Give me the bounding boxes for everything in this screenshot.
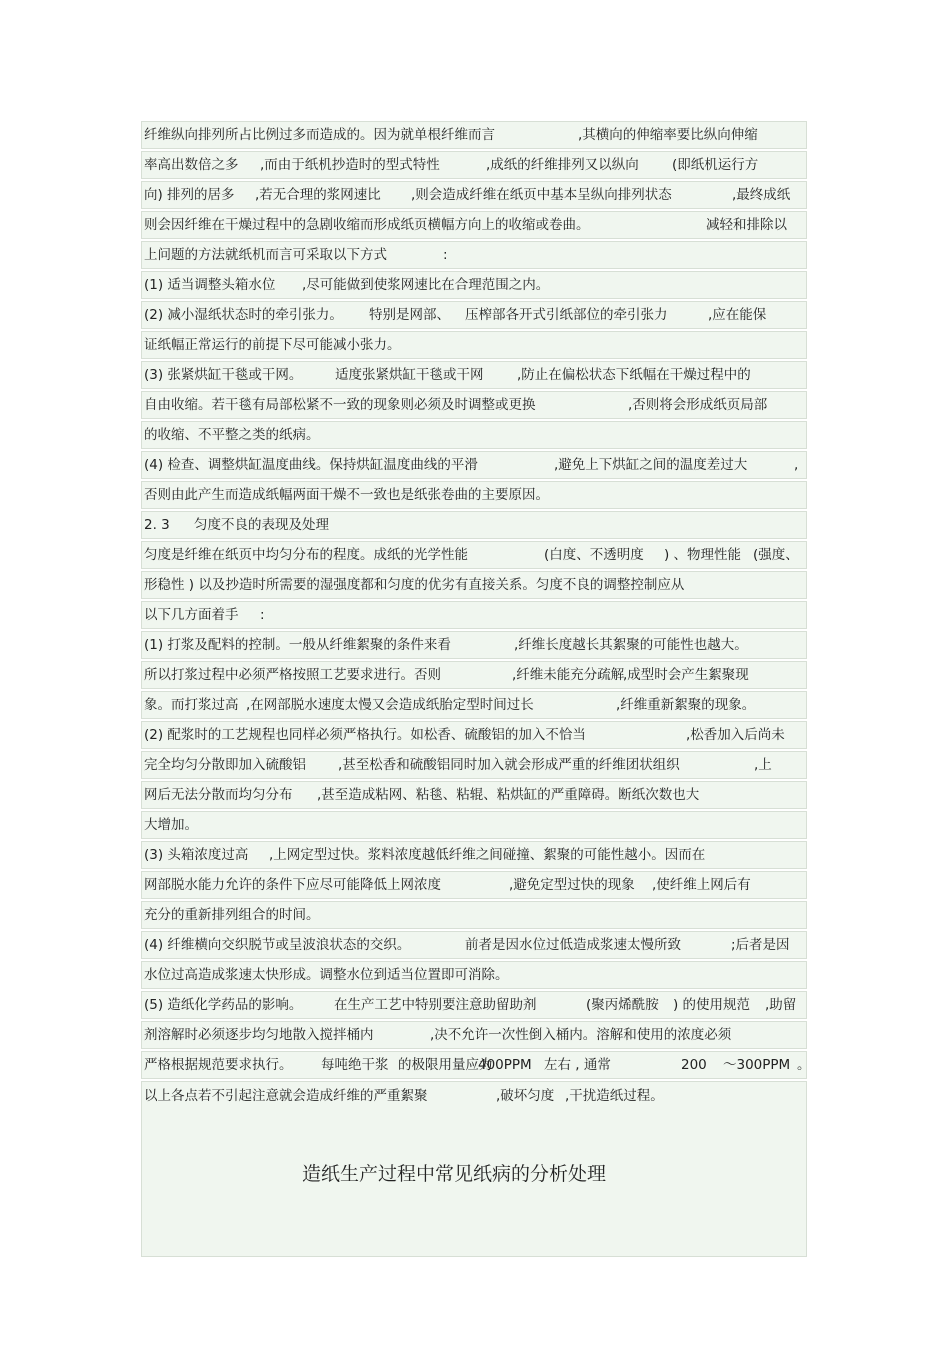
text-segment: ,避免上下烘缸之间的温度差过大 [554,457,748,473]
text-segment: ,其横向的伸缩率要比纵向伸缩 [578,127,758,143]
text-line [141,241,807,269]
text-line [141,181,807,209]
text-line [141,421,807,449]
text-segment: (1) 适当调整头箱水位 [144,277,276,293]
text-segment: ,避免定型过快的现象 [509,877,635,893]
text-line [141,481,807,509]
text-segment: (即纸机运行方 [672,157,759,173]
text-segment: (4) 检查、调整烘缸温度曲线。保持烘缸温度曲线的平滑 [144,457,478,473]
text-segment: 压榨部各开式引纸部位的牵引张力 [465,307,668,323]
text-segment: 自由收缩。若干毯有局部松紧不一致的现象则必须及时调整或更换 [144,397,536,413]
text-segment: 。 [797,1057,811,1073]
text-segment: ,尽可能做到使浆网速比在合理范围之内。 [302,277,550,293]
text-segment: ,成型时会产生絮聚现 [623,667,749,683]
text-segment: 形稳性 ) 以及抄造时所需要的湿强度都和匀度的优劣有直接关系。匀度不良的调整控制应从 [144,577,685,593]
text-segment: ,在网部脱水速度太慢又会造成纸胎定型时间过长 [246,697,534,713]
text-segment: , [794,457,799,473]
text-segment: : [260,607,265,623]
text-segment: ,若无合理的浆网速比 [255,187,381,203]
text-segment: 左右 , 通常 [544,1057,611,1073]
text-line [141,691,807,719]
text-line [141,811,807,839]
text-segment: 400PPM [478,1057,532,1073]
text-segment: (1) 打浆及配料的控制。一般从纤维絮聚的条件来看 [144,637,451,653]
text-segment: : [443,247,448,263]
text-line [141,151,807,179]
text-segment: (白度、不透明度 [544,547,644,563]
text-segment: 剂溶解时必须逐步均匀地散入搅拌桶内 [144,1027,374,1043]
text-segment: 的极限用量应为 [398,1057,493,1073]
text-segment: 网后无法分散而均匀分布 [144,787,293,803]
text-line [141,601,807,629]
text-segment: 象。而打浆过高 [144,697,239,713]
text-segment: 每吨绝干浆 [321,1057,389,1073]
closing-seg: ,破坏匀度 [496,1088,555,1104]
paragraph-lines [141,121,811,1079]
section-title: 造纸生产过程中常见纸病的分析处理 [302,1163,607,1185]
text-line [141,931,807,959]
text-line [141,1021,807,1049]
text-segment: 所以打浆过程中必须严格按照工艺要求进行。否则 [144,667,441,683]
text-segment: (4) 纤维横向交织脱节或呈波浪状态的交织。 [144,937,411,953]
text-segment: 完全均匀分散即加入硫酸铝 [144,757,306,773]
text-line [141,1051,811,1079]
text-line [141,751,807,779]
text-segment: ;后者是因 [731,937,790,953]
text-line [141,721,807,749]
text-segment: 网部脱水能力允许的条件下应尽可能降低上网浓度 [144,877,441,893]
text-segment: ,而由于纸机抄造时的型式特性 [260,157,440,173]
text-line [141,841,807,869]
text-segment: 否则由此产生而造成纸幅两面干燥不一致也是纸张卷曲的主要原因。 [144,487,549,503]
text-segment: 200 [681,1057,707,1073]
text-segment: ,上 [754,757,772,773]
text-segment: (3) 头箱浓度过高 [144,847,249,863]
closing-block [141,1081,807,1257]
closing-seg: ,干扰造纸过程。 [565,1088,664,1104]
text-line [141,901,807,929]
closing-seg: 以上各点若不引起注意就会造成纤维的严重絮聚 [144,1088,428,1104]
text-segment: (5) 造纸化学药品的影响。 [144,997,303,1013]
text-segment: ,纤维长度越长其絮聚的可能性也越大。 [514,637,748,653]
text-segment: 2. 3 [144,517,170,533]
text-segment: 严格根据规范要求执行。 [144,1057,293,1073]
text-segment: 证纸幅正常运行的前提下尽可能减小张力。 [144,337,401,353]
text-line [141,781,807,809]
text-line [141,451,807,479]
text-segment: ,应在能保 [708,307,767,323]
text-segment: 向) 排列的居多 [144,187,235,203]
text-line [141,661,807,689]
text-segment: ,否则将会形成纸页局部 [628,397,768,413]
text-line [141,121,807,149]
text-segment: (聚丙烯酰胺 [586,997,659,1013]
text-line [141,571,807,599]
text-segment: 适度张紧烘缸干毯或干网 [335,367,484,383]
text-segment: 大增加。 [144,817,198,833]
text-segment: 水位过高造成浆速太快形成。调整水位到适当位置即可消除。 [144,967,509,983]
text-line [141,361,807,389]
text-segment: 的收缩、不平整之类的纸病。 [144,427,320,443]
text-line [141,631,807,659]
text-segment: ,纤维重新絮聚的现象。 [616,697,756,713]
text-segment: ,防止在偏松状态下纸幅在干燥过程中的 [517,367,751,383]
text-segment: 前者是因水位过低造成浆速太慢所致 [465,937,681,953]
text-segment: 匀度不良的表现及处理 [194,517,329,533]
text-line [141,271,807,299]
text-line [141,511,807,539]
text-segment: 则会因纤维在干燥过程中的急剧收缩而形成纸页横幅方向上的收缩或卷曲。 [144,217,590,233]
text-segment: ,上网定型过快。浆料浓度越低纤维之间碰撞、絮聚的可能性越小。因而在 [269,847,706,863]
text-line [141,331,807,359]
text-segment: ,成纸的纤维排列又以纵向 [486,157,639,173]
text-segment: (2) 减小湿纸状态时的牵引张力。 [144,307,343,323]
text-segment: 纤维纵向排列所占比例过多而造成的。因为就单根纤维而言 [144,127,495,143]
text-segment: ,甚至松香和硫酸铝同时加入就会形成严重的纤维团状组织 [338,757,680,773]
text-segment: 以下几方面着手 [144,607,239,623]
text-line [141,871,807,899]
text-segment: 率高出数倍之多 [144,157,239,173]
text-segment: ,纤维未能充分疏解 [512,667,625,683]
text-segment: ,甚至造成粘网、粘毯、粘辊、粘烘缸的严重障碍。断纸次数也大 [317,787,700,803]
text-segment: ) 的使用规范 [673,997,751,1013]
text-segment: 减轻和排除以 [706,217,787,233]
text-segment: ,助留 [765,997,797,1013]
text-segment: 充分的重新排列组合的时间。 [144,907,320,923]
text-segment: (3) 张紧烘缸干毯或干网。 [144,367,303,383]
text-segment: ,决不允许一次性倒入桶内。溶解和使用的浓度必须 [430,1027,732,1043]
text-line [141,961,807,989]
text-segment: ) 、物理性能 [664,547,742,563]
text-segment: ～300PPM [723,1057,791,1073]
text-segment: (强度、 [753,547,799,563]
text-line [141,391,807,419]
text-line [141,991,807,1019]
text-line [141,541,807,569]
text-line [141,301,807,329]
text-segment: 上问题的方法就纸机而言可采取以下方式 [144,247,387,263]
text-segment: ,则会造成纤维在纸页中基本呈纵向排列状态 [411,187,672,203]
text-line [141,211,807,239]
text-segment: 匀度是纤维在纸页中均匀分布的程度。成纸的光学性能 [144,547,468,563]
document-body [141,121,811,1257]
text-segment: 特别是网部、 [369,307,450,323]
text-segment: ,松香加入后尚未 [686,727,785,743]
text-segment: (2) 配浆时的工艺规程也同样必须严格执行。如松香、硫酸铝的加入不恰当 [144,727,586,743]
text-segment: ,最终成纸 [732,187,791,203]
text-segment: ,使纤维上网后有 [652,877,751,893]
text-segment: 在生产工艺中特别要注意助留助剂 [334,997,537,1013]
